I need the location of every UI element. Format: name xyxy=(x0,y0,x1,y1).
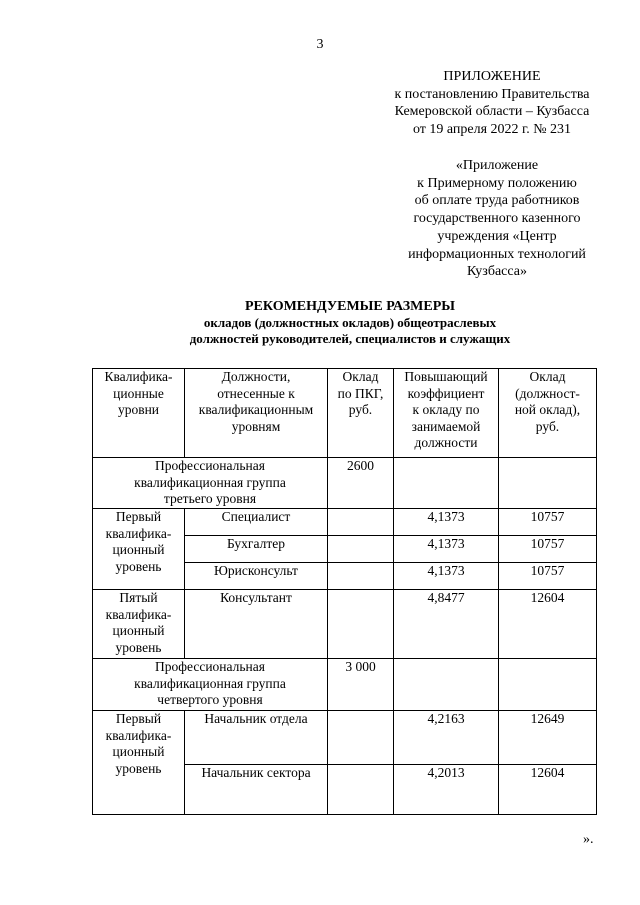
empty-cell xyxy=(328,509,394,536)
group4-label: Профессиональная квалификационная группа четвертого уровня xyxy=(93,659,328,711)
empty-cell xyxy=(499,659,597,711)
header-levels: Квалифика- ционные уровни xyxy=(93,369,185,458)
appendix-ref-line: информационных технологий xyxy=(408,246,586,262)
appendix-ref-line: учреждения «Центр xyxy=(437,228,557,244)
empty-cell xyxy=(394,458,499,509)
empty-cell xyxy=(499,458,597,509)
appendix-ref-line: государственного казенного xyxy=(413,211,581,227)
appendix-title: ПРИЛОЖЕНИЕ xyxy=(443,69,541,84)
salary-cell: 10757 xyxy=(499,509,597,536)
closing-quote: ». xyxy=(583,832,594,847)
position-cell: Юрисконсульт xyxy=(185,563,328,590)
title-main: РЕКОМЕНДУЕМЫЕ РАЗМЕРЫ xyxy=(245,299,455,314)
coefficient-cell: 4,1373 xyxy=(394,536,499,563)
appendix-line: от 19 апреля 2022 г. № 231 xyxy=(412,121,572,137)
header-pkg-salary: Оклад по ПКГ, руб. xyxy=(328,369,394,458)
empty-cell xyxy=(328,536,394,563)
group3-level1: Первый квалифика- ционный уровень xyxy=(93,509,185,590)
empty-cell xyxy=(328,711,394,765)
empty-cell xyxy=(328,563,394,590)
group3-level5: Пятый квалифика- ционный уровень xyxy=(93,590,185,659)
appendix-ref-line: об оплате труда работников xyxy=(414,193,580,209)
header-salary: Оклад (должност- ной оклад), руб. xyxy=(499,369,597,458)
coefficient-cell: 4,8477 xyxy=(394,590,499,659)
position-cell: Начальник отдела xyxy=(185,711,328,765)
header-coefficient: Повышающий коэффициент к окладу по занимаемой должности xyxy=(394,369,499,458)
table-row xyxy=(93,711,597,765)
group4-row xyxy=(93,659,597,711)
appendix-header xyxy=(372,68,612,138)
coefficient-cell: 4,1373 xyxy=(394,509,499,536)
group4-level1: Первый квалифика- ционный уровень xyxy=(93,711,185,815)
appendix-ref-line: «Приложение xyxy=(455,158,539,173)
page-number: 3 xyxy=(316,37,324,52)
title-sub: окладов (должностных окладов) общеотраслевых xyxy=(203,315,497,330)
group4-pkg-salary: 3 000 xyxy=(328,659,394,711)
title-sub: должностей руководителей, специалистов и служащих xyxy=(189,331,511,346)
appendix-line: к постановлению Правительства xyxy=(394,86,590,102)
salary-cell: 12604 xyxy=(499,590,597,659)
salary-cell: 10757 xyxy=(499,536,597,563)
empty-cell xyxy=(328,765,394,815)
appendix-ref-line: к Примерному положению xyxy=(417,175,577,191)
coefficient-cell: 4,2163 xyxy=(394,711,499,765)
position-cell: Консультант xyxy=(185,590,328,659)
table-row xyxy=(93,509,597,536)
appendix-reference xyxy=(382,157,612,281)
position-cell: Специалист xyxy=(185,509,328,536)
group3-label: Профессиональная квалификационная группа третьего уровня xyxy=(93,458,328,509)
table-row xyxy=(93,590,597,659)
coefficient-cell: 4,2013 xyxy=(394,765,499,815)
salary-cell: 12649 xyxy=(499,711,597,765)
coefficient-cell: 4,1373 xyxy=(394,563,499,590)
group3-pkg-salary: 2600 xyxy=(328,458,394,509)
table-header-row xyxy=(93,369,597,458)
position-cell: Бухгалтер xyxy=(185,536,328,563)
salary-cell: 10757 xyxy=(499,563,597,590)
salary-cell: 12604 xyxy=(499,765,597,815)
appendix-line: Кемеровской области – Кузбасса xyxy=(394,104,590,119)
appendix-ref-line: Кузбасса» xyxy=(467,264,527,280)
header-positions: Должности, отнесенные к квалификационным уровням xyxy=(185,369,328,458)
document-title xyxy=(90,299,610,347)
group3-row xyxy=(93,458,597,509)
empty-cell xyxy=(328,590,394,659)
salary-table xyxy=(92,368,597,815)
empty-cell xyxy=(394,659,499,711)
position-cell: Начальник сектора xyxy=(185,765,328,815)
